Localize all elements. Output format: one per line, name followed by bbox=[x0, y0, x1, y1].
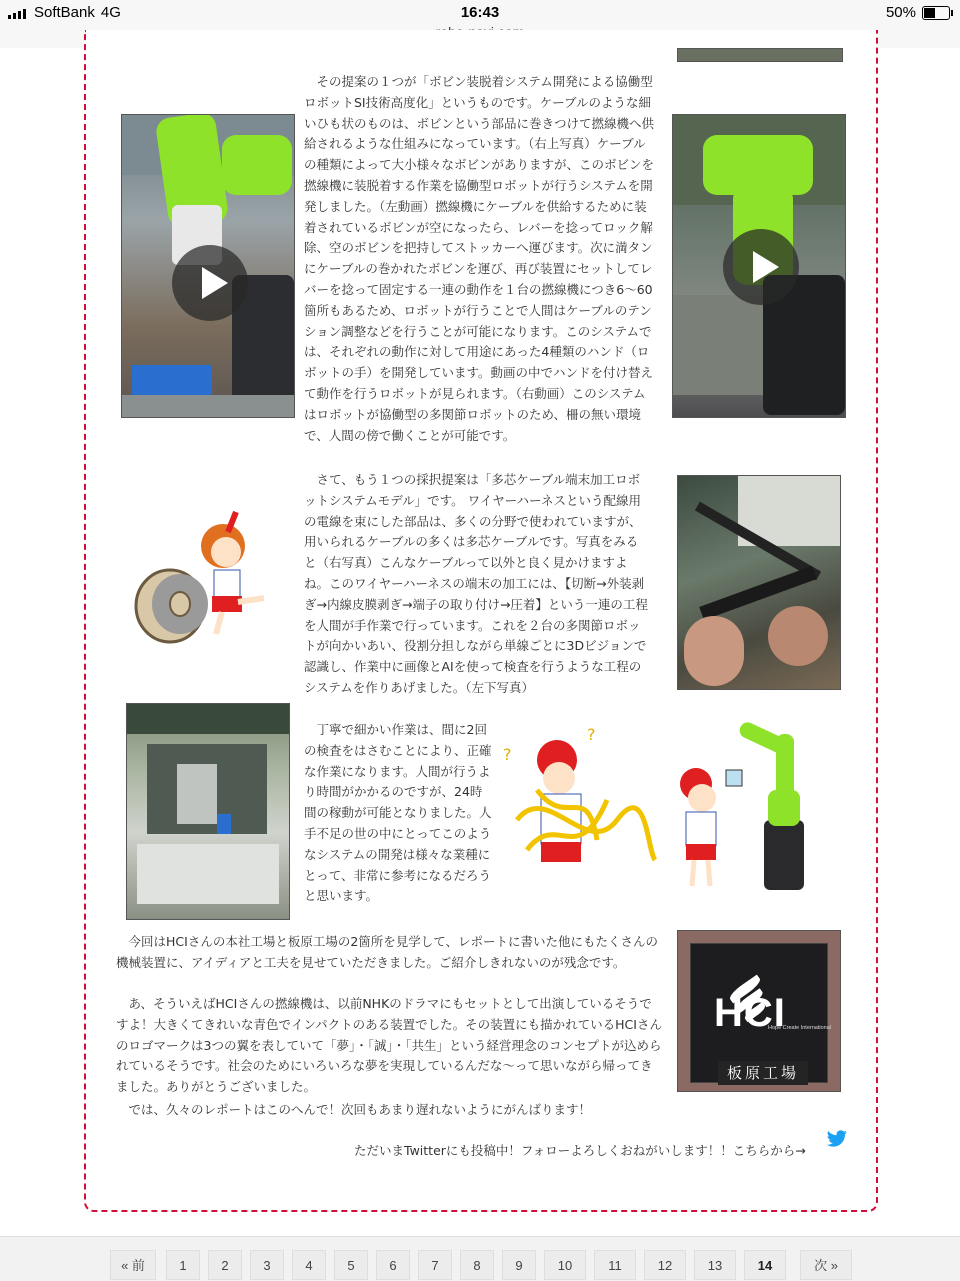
paragraph-6-text: では、久々のレポートはこのへんで！次回もあまり遅れないようにがんばります！ bbox=[128, 1102, 592, 1117]
paragraph-visit bbox=[116, 932, 662, 974]
carrier-name: SoftBank bbox=[34, 4, 95, 21]
multicore-cable-photo bbox=[677, 475, 841, 690]
paragraph-cable-system bbox=[304, 470, 649, 699]
hci-tagline: Hope Create International bbox=[768, 1025, 831, 1031]
pagination-page-7[interactable]: 7 bbox=[418, 1250, 452, 1280]
play-button[interactable] bbox=[723, 229, 799, 305]
tangled-girl-illustration bbox=[497, 720, 657, 890]
status-right bbox=[886, 4, 950, 21]
pagination-page-13[interactable]: 13 bbox=[694, 1250, 736, 1280]
paragraph-inspection bbox=[304, 720, 494, 907]
battery-percent: 50% bbox=[885, 4, 916, 21]
paragraph-1-text: その提案の１つが「ボビン装脱着システム開発による協働型ロボットSI技術高度化」というものです。ケーブルのような細いひも状のものは、ボビンという部品に巻きつけて撚線機へ供給されるような仕組みになっています。（右上写真）ケーブルの種類によって大小様々なボビンがありますが、このボビンを撚線機に装脱着する作業を協働型ロボットが行うシステムを開発しました。（左動画）撚線機にケーブルを供給するために装着されているボビンが空になったら、レバーを捻ってロック解除、空のボビンを把持してストッカーへ運びます。次に満タンにケーブルの巻かれたボビンを運び、再び装置にセットしてレバーを捻って固定する一連の動作を１台の撚線機につき6〜60箇所もあるため、ロボットが行うことで人間はケーブルのテンション調整などを行うことが可能になります。このシステムでは、それぞれの動作に対して用途にあった4種類のハンド（ロボットの手）を開発しています。動画の中でハンドを付け替えて動作を行うロボットが見られます。（右動画）このシステムはロボットが協働型の多関節ロボットのため、柵の無い環境で、人間の傍で働くことが可能です。 bbox=[304, 74, 655, 443]
twitter-follow-link[interactable]: ただいまTwitterにも投稿中！フォローよろしくおねがいします！！こちらから→ bbox=[354, 1143, 806, 1158]
hci-logo-text: HCI bbox=[714, 991, 786, 1035]
pagination-page-8[interactable]: 8 bbox=[460, 1250, 494, 1280]
svg-text:?: ? bbox=[503, 745, 512, 764]
factory-name-plate: 板原工場 bbox=[718, 1061, 808, 1085]
paragraph-5-text: あ、そういえばHCIさんの撚線機は、以前NHKのドラマにもセットとして出演しているそうですよ！大きくてきれいな青色でインパクトのある装置でした。その装置にも描かれているHCIさんのロゴマークは3つの翼を表していて「夢」・「誠」・「共生」という経営理念のコンセプトが込められているそうです。社会のためにいろいろな夢を実現しているんだな〜って思いながら帰ってきました。ありがとうございました。 bbox=[116, 996, 662, 1095]
pagination-page-9[interactable]: 9 bbox=[502, 1250, 536, 1280]
twitter-bird-icon[interactable] bbox=[826, 1130, 848, 1148]
pagination-page-14[interactable]: 14 bbox=[744, 1250, 786, 1280]
play-button[interactable] bbox=[172, 245, 248, 321]
svg-text:?: ? bbox=[587, 725, 596, 744]
pagination-page-3[interactable]: 3 bbox=[250, 1250, 284, 1280]
girl-with-robot-illustration bbox=[668, 720, 844, 900]
pagination-page-11[interactable]: 11 bbox=[594, 1250, 636, 1280]
pagination-page-2[interactable]: 2 bbox=[208, 1250, 242, 1280]
battery-icon bbox=[922, 6, 950, 20]
hci-sign-photo bbox=[677, 930, 841, 1092]
pagination-page-6[interactable]: 6 bbox=[376, 1250, 410, 1280]
paragraph-3-text: 丁寧で細かい作業は、間に2回の検査をはさむことにより、正確な作業になります。人間が行うより時間がかかるのですが、24時間の稼動が可能となりました。人手不足の世の中にとってこのようなシステムの開発は様々な業種にとって、非常に参考になるだろうと思います。 bbox=[304, 722, 492, 904]
pagination-page-4[interactable]: 4 bbox=[292, 1250, 326, 1280]
pagination-prev[interactable]: « 前 bbox=[110, 1250, 156, 1280]
right-robot-video[interactable] bbox=[672, 114, 846, 418]
left-robot-video[interactable] bbox=[121, 114, 295, 418]
pagination-next[interactable]: 次 » bbox=[800, 1250, 852, 1280]
paragraph-closing bbox=[116, 1100, 662, 1121]
inspection-machine-photo bbox=[126, 703, 290, 920]
paragraph-bobbin-system bbox=[304, 72, 656, 446]
clock: 16:43 bbox=[460, 4, 500, 21]
pagination-page-1[interactable]: 1 bbox=[166, 1250, 200, 1280]
pagination-page-5[interactable]: 5 bbox=[334, 1250, 368, 1280]
network-type: 4G bbox=[100, 4, 121, 21]
previous-image-edge bbox=[677, 48, 843, 62]
paragraph-hci-logo bbox=[116, 994, 662, 1098]
girl-with-reel-illustration bbox=[118, 506, 290, 646]
paragraph-4-text: 今回はHCIさんの本社工場と板原工場の2箇所を見学して、レポートに書いた他にもたくさんの機械装置に、アイディアと工夫を見せていただきました。ご紹介しきれないのが残念です。 bbox=[116, 934, 659, 970]
pagination-page-12[interactable]: 12 bbox=[644, 1250, 686, 1280]
paragraph-2-text: さて、もう１つの採択提案は「多芯ケーブル端末加工ロボットシステムモデル」です。 ワイヤーハーネスという配線用の電線を束にした部品は、多くの分野で使われていますが、用いられるケーブルの多くは多芯ケーブルです。写真をみると（右写真）こんなケーブルって以外と良く見かけますよね。このワイヤーハーネスの端末の加工には、【切断→外装剥ぎ→内線皮膜剥ぎ→端子の取り付け→圧着】という一連の工程を人間が手作業で行っています。これを２台の多関節ロボットが向かいあい、役割分担しながら単線ごとに3Dビジョンで認識し、作業中に画像とAIを使って検査を行うような工程のシステムを作りあげました。（左下写真） bbox=[304, 472, 648, 695]
pagination-page-10[interactable]: 10 bbox=[544, 1250, 586, 1280]
